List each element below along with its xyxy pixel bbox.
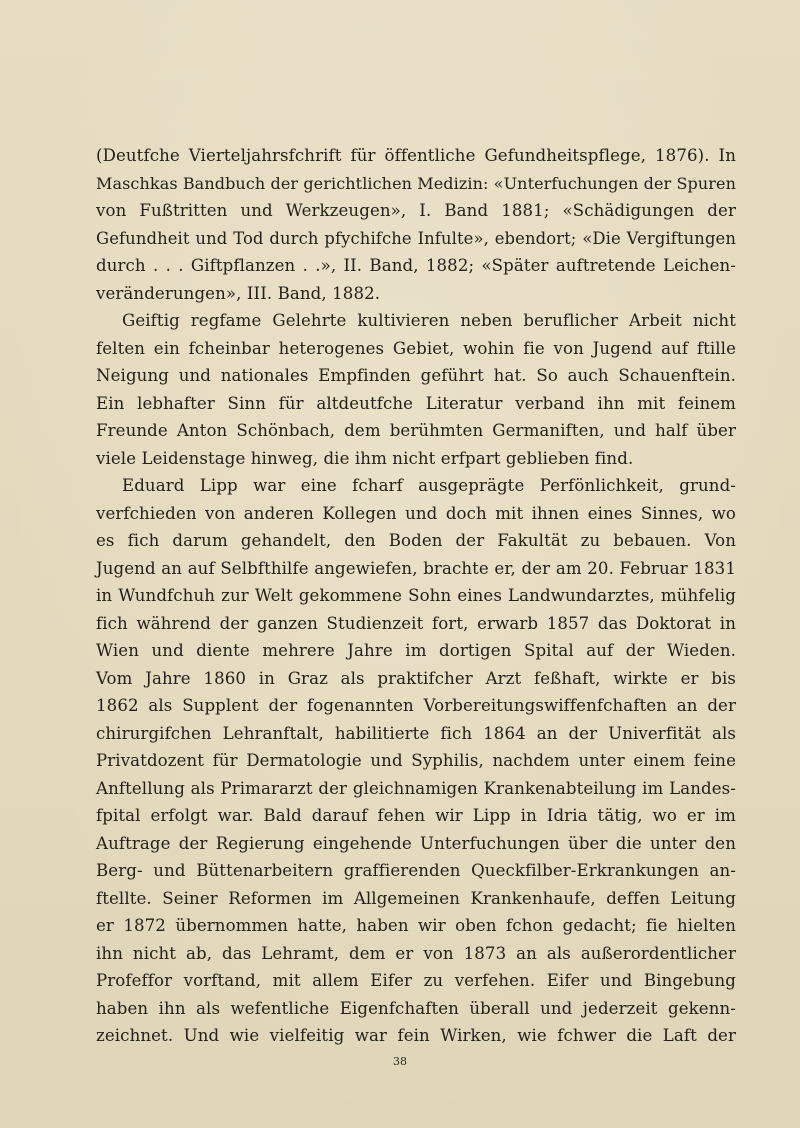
text-line: verfchieden von anderen Kollegen und doch mit ihnen eines Sinnes, wo [96, 503, 736, 523]
text-line: fich während der ganzen Studienzeit fort, erwarb 1857 das Doktorat in [96, 613, 736, 633]
text-line: ftellte. Seiner Reformen im Allgemeinen Krankenhaufe, deffen Leitung [96, 888, 736, 908]
text-line: Maschkas Bandbuch der gerichtlichen Medizin: «Unterfuchungen der Spuren [96, 173, 736, 193]
text-line: chirurgifchen Lehranftalt, habilitierte fich 1864 an der Univerfität als [96, 723, 736, 743]
text-line: Privatdozent für Dermatologie und Syphilis, nachdem unter einem feine [96, 751, 736, 770]
text-line: ihn nicht ab, das Lehramt, dem er von 1873 an als außerordentlicher [96, 943, 736, 963]
text-line: (Deutfche Vierteljahrsfchrift für öffentliche Gefundheitspflege, 1876). In [96, 146, 736, 165]
text-line: er 1872 übernommen hatte, haben wir oben fchon gedacht; fie hielten [96, 916, 736, 935]
text-line: veränderungen», III. Band, 1882. [96, 283, 381, 303]
text-line: Jugend an auf Selbfthilfe angewiefen, brachte er, der am 20. Februar 1831 [96, 558, 736, 578]
text-line: Geiftig regfame Gelehrte kultivieren neben beruflicher Arbeit nicht [122, 311, 736, 330]
text-line: viele Leidenstage hinweg, die ihm nicht erfpart geblieben find. [96, 448, 634, 468]
text-line: Ein lebhafter Sinn für altdeutfche Literatur verband ihn mit feinem [96, 393, 736, 413]
text-line: fpital erfolgt war. Bald darauf fehen wir Lipp in Idria tätig, wo er im [96, 806, 736, 825]
text-line: durch . . . Giftpflanzen . .», II. Band, 1882; «Später auftretende Leichen- [96, 256, 736, 275]
text-line: 1862 als Supplent der fogenannten Vorbereitungswiffenfchaften an der [96, 696, 736, 715]
text-line: Eduard Lipp war eine fcharf ausgeprägte Perfönlichkeit, grund- [122, 476, 736, 495]
text-line: haben ihn als wefentliche Eigenfchaften überall und jederzeit gekenn- [96, 998, 736, 1018]
text-line: in Wundfchuh zur Welt gekommene Sohn eines Landwundarztes, mühfelig [96, 586, 736, 605]
text-line: Vom Jahre 1860 in Graz als praktifcher Arzt feßhaft, wirkte er bis [96, 668, 736, 688]
text-line: Berg- und Büttenarbeitern graffierenden Queckfilber-Erkrankungen an- [96, 861, 736, 880]
page-number: 38 [393, 1055, 407, 1068]
text-line: Anftellung als Primararzt der gleichnamigen Krankenabteilung im Landes- [96, 778, 736, 798]
text-line: Gefundheit und Tod durch pfychifche Infulte», ebendort; «Die Vergiftungen [96, 228, 736, 248]
text-line: Neigung und nationales Empfinden geführt hat. So auch Schauenftein. [96, 366, 736, 385]
text-line: Auftrage der Regierung eingehende Unterfuchungen über die unter den [96, 833, 736, 853]
text-line: von Fußtritten und Werkzeugen», I. Band 1881; «Schädigungen der [96, 201, 736, 220]
body-text [96, 142, 736, 1050]
text-line: Profeffor vorftand, mit allem Eifer zu verfehen. Eifer und Bingebung [96, 971, 736, 990]
text-line: felten ein fcheinbar heterogenes Gebiet, wohin fie von Jugend auf ftille [96, 338, 736, 358]
text-line: Freunde Anton Schönbach, dem berühmten Germaniften, und half über [96, 421, 736, 440]
text-line: Wien und diente mehrere Jahre im dortigen Spital auf der Wieden. [96, 641, 736, 660]
text-line: es fich darum gehandelt, den Boden der Fakultät zu bebauen. Von [96, 531, 736, 550]
text-line: zeichnet. Und wie vielfeitig war fein Wirken, wie fchwer die Laft der [96, 1026, 736, 1045]
